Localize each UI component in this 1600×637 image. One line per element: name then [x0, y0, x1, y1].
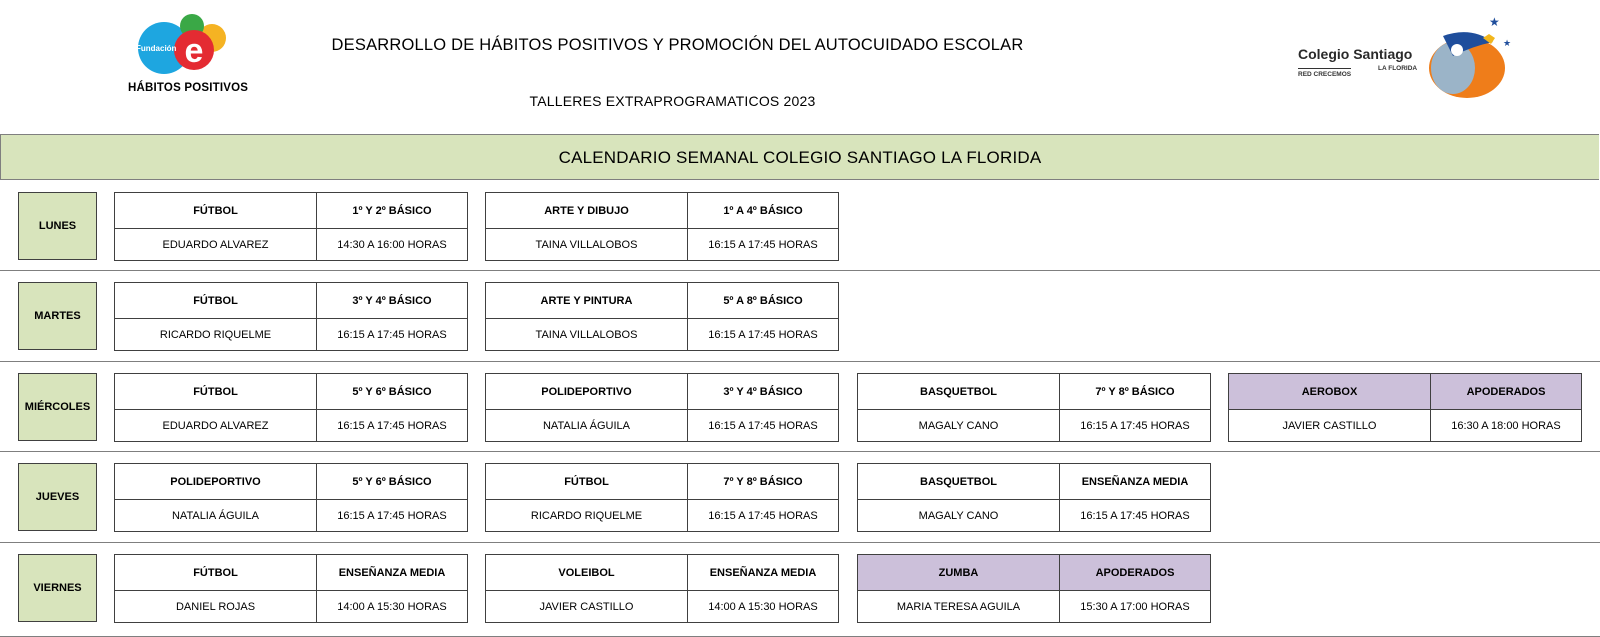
- day-label: MIÉRCOLES: [18, 373, 97, 441]
- activity-name: FÚTBOL: [115, 193, 317, 229]
- activity-level: APODERADOS: [1431, 374, 1581, 410]
- activity-level: 7º Y 8º BÁSICO: [688, 464, 838, 500]
- activity-time: 16:30 A 18:00 HORAS: [1451, 419, 1561, 432]
- activity-time: 16:15 A 17:45 HORAS: [708, 328, 818, 341]
- logo-fundacion-text: Fundación: [136, 44, 177, 53]
- activity-name: FÚTBOL: [115, 555, 317, 591]
- activity-time: 16:15 A 17:45 HORAS: [337, 328, 447, 341]
- activity-name: AEROBOX: [1229, 374, 1431, 410]
- logo-place-text: LA FLORIDA: [1378, 65, 1418, 72]
- activity-name: ARTE Y PINTURA: [486, 283, 688, 319]
- activity-level: APODERADOS: [1060, 555, 1210, 591]
- activity-time: 16:15 A 17:45 HORAS: [1080, 419, 1190, 432]
- activity-name: FÚTBOL: [115, 283, 317, 319]
- logo-habitos-positivos-text: HÁBITOS POSITIVOS: [128, 82, 249, 94]
- activity-level: 5º A 8º BÁSICO: [688, 283, 838, 319]
- activity-table: [485, 463, 839, 532]
- activity-time: 16:15 A 17:45 HORAS: [1080, 509, 1190, 522]
- activity-teacher: EDUARDO ALVAREZ: [115, 229, 317, 260]
- day-label: JUEVES: [18, 463, 97, 531]
- activity-level: 5º Y 6º BÁSICO: [317, 464, 467, 500]
- day-label: MARTES: [18, 282, 97, 350]
- activity-name: ZUMBA: [858, 555, 1060, 591]
- activity-table: [114, 554, 468, 623]
- day-row-viernes: [0, 543, 1600, 637]
- activity-teacher: EDUARDO ALVAREZ: [115, 410, 317, 441]
- day-row-lunes: [0, 181, 1600, 271]
- activity-name: BASQUETBOL: [858, 464, 1060, 500]
- svg-text:★: ★: [1503, 39, 1512, 49]
- day-label: LUNES: [18, 192, 97, 260]
- fundacion-habitos-positivos-logo: [128, 12, 248, 98]
- activity-table: [114, 282, 468, 351]
- activity-time: 15:30 A 17:00 HORAS: [1080, 600, 1190, 613]
- activity-time: 16:15 A 17:45 HORAS: [337, 419, 447, 432]
- activity-teacher: JAVIER CASTILLO: [1229, 410, 1431, 441]
- activity-time: 16:15 A 17:45 HORAS: [337, 509, 447, 522]
- activity-table: [114, 373, 468, 442]
- day-row-miércoles: [0, 362, 1600, 452]
- activity-teacher: TAINA VILLALOBOS: [486, 319, 688, 350]
- activity-level: ENSEÑANZA MEDIA: [317, 555, 467, 591]
- activity-teacher: RICARDO RIQUELME: [486, 500, 688, 531]
- activity-time: 16:15 A 17:45 HORAS: [708, 419, 818, 432]
- activity-level: 3º Y 4º BÁSICO: [317, 283, 467, 319]
- activity-table: [1228, 373, 1582, 442]
- activity-level: 1º A 4º BÁSICO: [688, 193, 838, 229]
- calendar-banner: CALENDARIO SEMANAL COLEGIO SANTIAGO LA FLORIDA: [0, 134, 1599, 180]
- activity-name: FÚTBOL: [115, 374, 317, 410]
- activity-table: [857, 554, 1211, 623]
- activity-table: [485, 373, 839, 442]
- activity-time: 16:15 A 17:45 HORAS: [708, 509, 818, 522]
- logo-school-name: Colegio Santiago: [1298, 46, 1413, 62]
- activity-name: VOLEIBOL: [486, 555, 688, 591]
- activity-level: 3º Y 4º BÁSICO: [688, 374, 838, 410]
- activity-teacher: NATALIA ÁGUILA: [115, 500, 317, 531]
- activity-level: ENSEÑANZA MEDIA: [688, 555, 838, 591]
- colegio-logo-icon: [1423, 16, 1523, 100]
- colegio-santiago-logo: [1298, 16, 1530, 102]
- activity-table: [114, 192, 468, 261]
- activity-teacher: MAGALY CANO: [858, 410, 1060, 441]
- day-row-jueves: [0, 452, 1600, 543]
- activity-name: POLIDEPORTIVO: [486, 374, 688, 410]
- activity-teacher: TAINA VILLALOBOS: [486, 229, 688, 260]
- activity-table: [485, 282, 839, 351]
- svg-text:★: ★: [1489, 16, 1500, 29]
- activity-teacher: JAVIER CASTILLO: [486, 591, 688, 622]
- activity-teacher: MAGALY CANO: [858, 500, 1060, 531]
- activity-level: 5º Y 6º BÁSICO: [317, 374, 467, 410]
- activity-time: 14:30 A 16:00 HORAS: [337, 238, 447, 251]
- activity-level: 1º Y 2º BÁSICO: [317, 193, 467, 229]
- page-subtitle: TALLERES EXTRAPROGRAMATICOS 2023: [529, 93, 816, 109]
- activity-time: 14:00 A 15:30 HORAS: [337, 600, 447, 613]
- activity-table: [485, 192, 839, 261]
- activity-time: 16:15 A 17:45 HORAS: [708, 238, 818, 251]
- activity-table: [857, 373, 1211, 442]
- activity-time: 14:00 A 15:30 HORAS: [708, 600, 818, 613]
- activity-teacher: RICARDO RIQUELME: [115, 319, 317, 350]
- activity-name: ARTE Y DIBUJO: [486, 193, 688, 229]
- activity-table: [857, 463, 1211, 532]
- day-row-martes: [0, 271, 1600, 362]
- activity-level: 7º Y 8º BÁSICO: [1060, 374, 1210, 410]
- logo-network-text: RED CRECEMOS: [1298, 68, 1351, 78]
- svg-text:e: e: [184, 32, 204, 70]
- activity-teacher: MARIA TERESA AGUILA: [858, 591, 1060, 622]
- activity-level: ENSEÑANZA MEDIA: [1060, 464, 1210, 500]
- activity-teacher: NATALIA ÁGUILA: [486, 410, 688, 441]
- activity-name: FÚTBOL: [486, 464, 688, 500]
- day-label: VIERNES: [18, 554, 97, 622]
- page-title: DESARROLLO DE HÁBITOS POSITIVOS Y PROMOCIÓN DEL AUTOCUIDADO ESCOLAR: [331, 36, 1024, 54]
- activity-teacher: DANIEL ROJAS: [115, 591, 317, 622]
- activity-name: BASQUETBOL: [858, 374, 1060, 410]
- activity-table: [114, 463, 468, 532]
- activity-table: [485, 554, 839, 623]
- activity-name: POLIDEPORTIVO: [115, 464, 317, 500]
